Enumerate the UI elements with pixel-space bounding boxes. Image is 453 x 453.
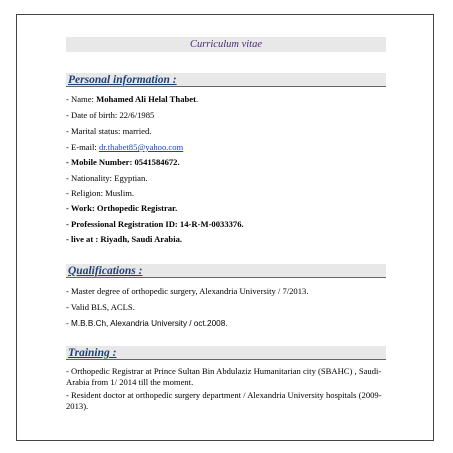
nationality-line: - Nationality: Egyptian. bbox=[66, 173, 148, 183]
registration-line: - Professional Registration ID: 14-R-M-0033376. bbox=[66, 219, 244, 229]
training-heading: Training : bbox=[66, 346, 386, 360]
name-label: - Name: bbox=[66, 94, 97, 104]
email-label: - E-mail: bbox=[66, 142, 99, 152]
live-line: - live at : Riyadh, Saudi Arabia. bbox=[66, 234, 183, 244]
qualifications-heading: Qualifications : bbox=[66, 264, 386, 278]
email-line bbox=[66, 142, 396, 153]
qualification-item: - Master degree of orthopedic surgery, Alexandria University / 7/2013. bbox=[66, 286, 309, 296]
personal-info-heading: Personal information : bbox=[66, 73, 386, 87]
name-line bbox=[66, 94, 396, 105]
training-item: - Orthopedic Registrar at Prince Sultan Bin Abdulaziz Humanitarian city (SBAHC) , Saudi-Arabia from 1/ 2014 till the moment. bbox=[66, 366, 382, 387]
training-item: - Resident doctor at orthopedic surgery department / Alexandria University hospitals (2009- 2013). bbox=[66, 390, 382, 411]
name-value: Mohamed Ali Helal Thabet bbox=[96, 94, 196, 104]
marital-line: - Marital status: married. bbox=[66, 126, 152, 136]
name-end: . bbox=[195, 94, 199, 104]
dob-line: - Date of birth: 22/6/1985 bbox=[66, 110, 155, 120]
email-link[interactable]: dr.thabet85@yahoo.com bbox=[98, 142, 184, 152]
cv-title: Curriculum vitae bbox=[66, 37, 386, 52]
religion-line: - Religion: Muslim. bbox=[66, 188, 135, 198]
mobile-line: - Mobile Number: 0541584672. bbox=[66, 157, 180, 167]
work-line: - Work: Orthopedic Registrar. bbox=[66, 203, 178, 213]
qualification-item: - Valid BLS, ACLS. bbox=[66, 302, 135, 312]
qualification-item: - M.B.B.Ch, Alexandria University / oct.2008. bbox=[66, 319, 228, 328]
